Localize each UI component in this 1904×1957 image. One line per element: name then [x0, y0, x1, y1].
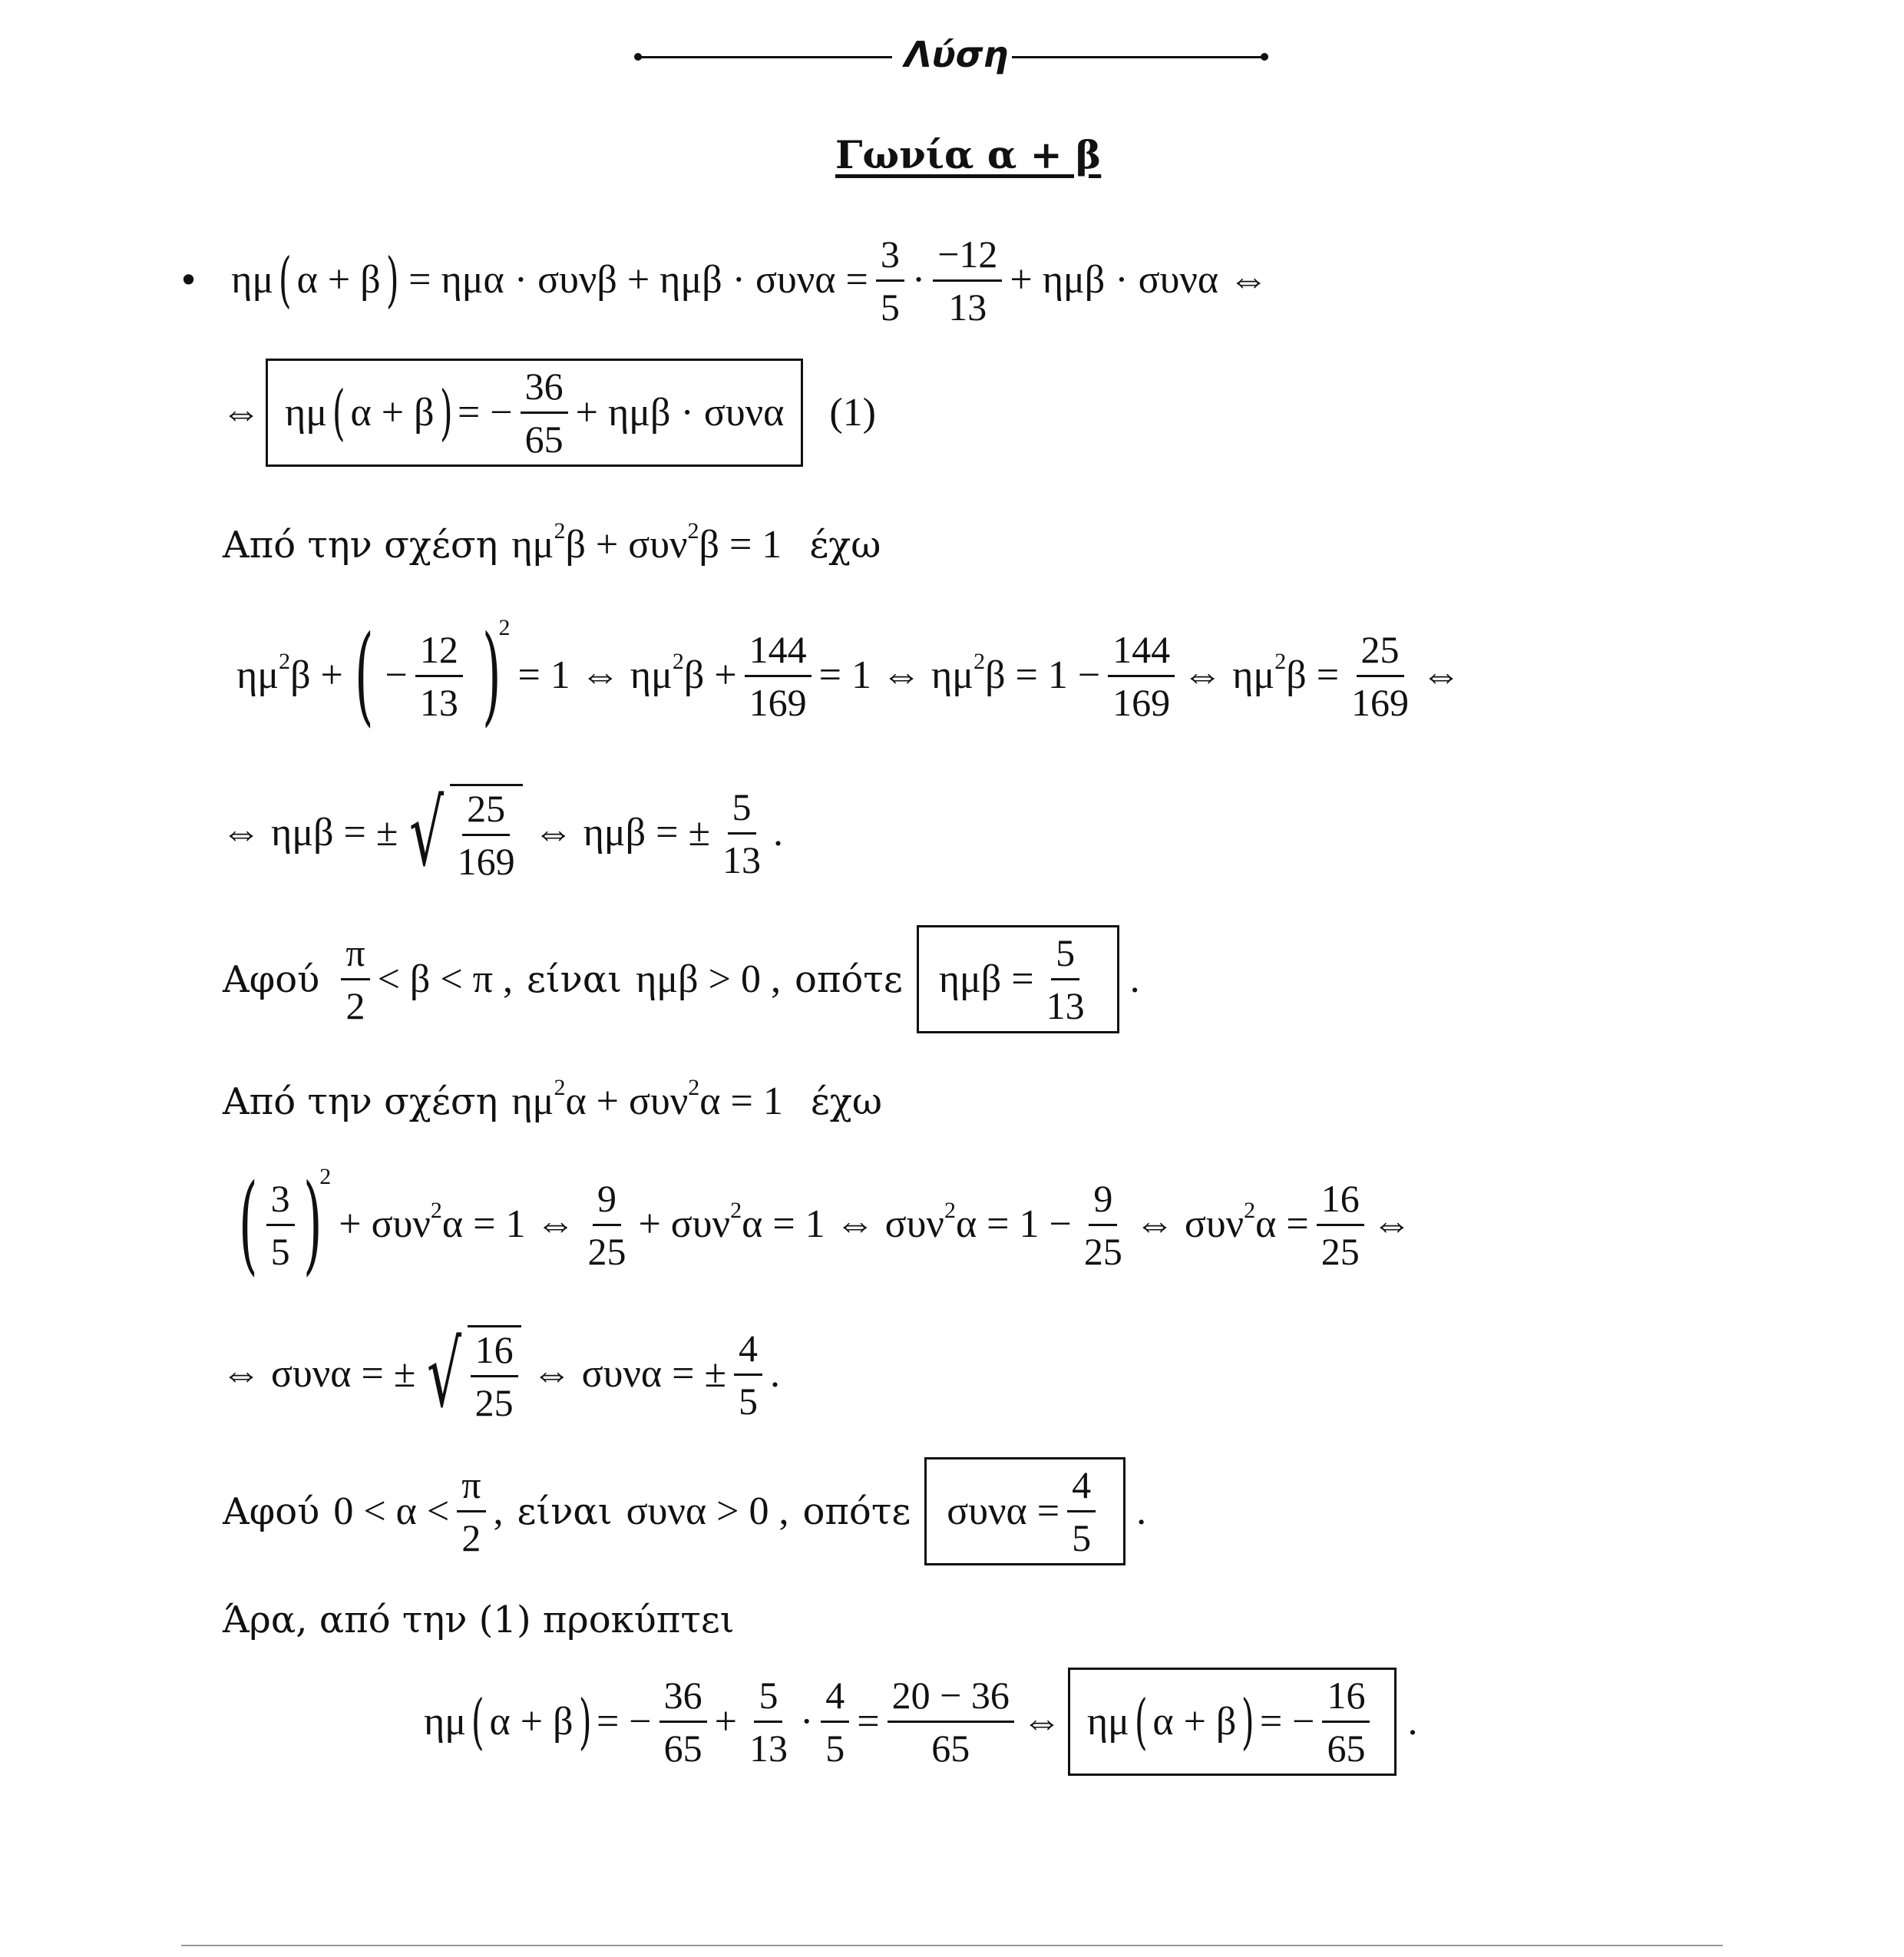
- fraction: [341, 932, 369, 1026]
- dot-operator: ·: [911, 258, 926, 302]
- sin-label: ημ: [231, 258, 274, 302]
- square-root: [415, 1321, 521, 1427]
- square-root: [398, 780, 522, 886]
- paren-open: (: [471, 1687, 484, 1757]
- fraction-numerator: 12: [415, 629, 463, 677]
- fraction: [1067, 1464, 1096, 1559]
- math: β =: [1286, 653, 1340, 697]
- math: ⇔ συνα = ±: [221, 1352, 416, 1396]
- math: β = 1: [699, 523, 782, 567]
- fraction-numerator: 4: [734, 1327, 762, 1376]
- math: ⇔ ημ: [1182, 653, 1275, 697]
- math: β +: [290, 653, 343, 697]
- fraction-numerator: 25: [462, 788, 510, 836]
- fraction: [415, 629, 463, 723]
- period: .: [773, 811, 784, 855]
- math: ⇔: [1371, 1202, 1412, 1246]
- fraction-numerator: π: [341, 932, 369, 980]
- fraction: [1347, 629, 1413, 723]
- math: ημβ =: [938, 957, 1034, 1001]
- radicand: [468, 1325, 521, 1423]
- text: Από την σχέση: [223, 1080, 498, 1123]
- fraction-denominator: 13: [1046, 984, 1085, 1027]
- equation-line-3: [223, 518, 881, 568]
- boxed-result: [924, 1457, 1126, 1565]
- boxed-result: [917, 925, 1119, 1033]
- superscript: 2: [279, 649, 291, 674]
- equation-line-10: [223, 1456, 1146, 1567]
- math: ⇔ ημβ = ±: [533, 811, 711, 855]
- equation-line-6: [223, 924, 1140, 1035]
- text: είναι: [517, 1489, 613, 1533]
- text: έχω: [810, 1080, 882, 1123]
- math: β +: [683, 653, 737, 697]
- angle-sum: α + β: [350, 390, 435, 435]
- fraction-denominator: 13: [749, 1727, 788, 1770]
- fraction-denominator: 25: [1321, 1229, 1360, 1273]
- fraction-numerator: 5: [754, 1674, 782, 1723]
- math: ημ: [236, 653, 279, 697]
- angle-sum: α + β: [1152, 1699, 1237, 1744]
- text: οπότε: [794, 957, 903, 1001]
- math: + συν: [339, 1202, 431, 1246]
- expansion: = ημα · συνβ + ημβ · συνα =: [408, 258, 868, 302]
- superscript: 2: [730, 1198, 742, 1223]
- math: α = 1 −: [955, 1202, 1072, 1246]
- fraction: [1042, 932, 1089, 1026]
- paren-open: (: [279, 246, 292, 315]
- fraction-numerator: 144: [745, 629, 812, 677]
- fraction: [457, 1464, 485, 1559]
- bullet: •: [178, 260, 200, 301]
- math: α =: [1255, 1202, 1309, 1246]
- math: = 1 ⇔ ημ: [818, 653, 974, 697]
- math: = 1 ⇔ ημ: [517, 653, 673, 697]
- fraction-numerator: −12: [933, 233, 1002, 282]
- fraction: [1079, 1178, 1127, 1272]
- math: ημ: [511, 1079, 554, 1123]
- math: α = 1: [699, 1079, 783, 1123]
- radical-sign: √: [409, 780, 445, 886]
- fraction: [821, 1674, 849, 1769]
- sin-label: ημ: [285, 390, 328, 435]
- equation-line-11: [223, 1597, 735, 1643]
- fraction-denominator: 169: [1112, 680, 1171, 724]
- math: 0 < α <: [333, 1489, 450, 1533]
- fraction: [718, 786, 765, 881]
- fraction-numerator: 5: [1051, 932, 1079, 980]
- fraction-numerator: 9: [1089, 1178, 1117, 1226]
- superscript: 2: [688, 1075, 700, 1100]
- superscript: 2: [1274, 649, 1287, 674]
- radicand: [450, 784, 523, 882]
- angle-sum: α + β: [489, 1699, 574, 1744]
- paren-close: ): [1241, 1687, 1254, 1757]
- equation-line-4: [236, 614, 1461, 737]
- fraction: [1322, 1674, 1370, 1769]
- fraction-denominator: 25: [1083, 1229, 1122, 1273]
- equation-line-5: [221, 775, 783, 891]
- fraction-denominator: 5: [270, 1229, 290, 1273]
- equation-line-1: [178, 230, 1268, 330]
- paren-close: ): [385, 246, 399, 315]
- section-subtitle: Γωνία α + β: [835, 132, 1102, 177]
- fraction: [659, 1674, 707, 1769]
- superscript: 2: [498, 615, 511, 640]
- equals-minus: = −: [596, 1699, 652, 1744]
- superscript: 2: [672, 649, 684, 674]
- fraction: [266, 1178, 295, 1272]
- radical-sign: √: [427, 1321, 462, 1427]
- fraction-denominator: 169: [749, 680, 807, 724]
- fraction-numerator: π: [457, 1464, 485, 1512]
- superscript: 2: [554, 518, 566, 544]
- fraction-numerator: 16: [471, 1329, 518, 1377]
- paren-open: (: [1134, 1687, 1148, 1757]
- fraction-denominator: 25: [474, 1381, 514, 1424]
- fraction-denominator: 2: [461, 1516, 481, 1559]
- math: συνα > 0 ,: [626, 1489, 789, 1533]
- fraction-denominator: 13: [419, 680, 458, 724]
- math: β + συν: [565, 523, 688, 567]
- footer-rule: [181, 1945, 1723, 1946]
- fraction-numerator: 4: [821, 1674, 849, 1723]
- header-rule-right: [1012, 56, 1265, 58]
- fraction: [933, 233, 1002, 328]
- fraction-numerator: 5: [728, 786, 756, 835]
- plus-sign: +: [714, 1699, 737, 1744]
- superscript: 2: [554, 1075, 566, 1100]
- period: .: [1407, 1699, 1418, 1744]
- fraction-numerator: 36: [659, 1674, 707, 1723]
- iff-symbol: ⇔: [221, 390, 261, 435]
- fraction-denominator: 13: [722, 838, 762, 881]
- fraction: [471, 1329, 518, 1423]
- paren-open: (: [332, 378, 345, 448]
- math: < β < π ,: [377, 957, 513, 1001]
- period: .: [770, 1352, 781, 1396]
- fraction-numerator: 36: [521, 365, 568, 414]
- fraction-numerator: 20 − 36: [888, 1674, 1014, 1723]
- angle-sum: α + β: [296, 258, 381, 302]
- superscript: 2: [319, 1164, 332, 1189]
- math: α = 1 ⇔ συν: [742, 1202, 944, 1246]
- fraction: [583, 1178, 630, 1272]
- sin-label: ημ: [1086, 1699, 1129, 1744]
- math: ημ: [511, 523, 554, 567]
- fraction-numerator: 9: [593, 1178, 621, 1226]
- fraction-denominator: 65: [663, 1727, 702, 1770]
- boxed-result: [1068, 1668, 1397, 1776]
- paren-close: ): [439, 378, 453, 448]
- math: ,: [493, 1489, 504, 1533]
- fraction-numerator: 4: [1067, 1464, 1096, 1512]
- fraction-denominator: 13: [948, 285, 987, 329]
- text: Από την σχέση: [223, 524, 498, 567]
- expression-rest: + ημβ · συνα ⇔: [1010, 258, 1269, 302]
- sin-label: ημ: [424, 1699, 467, 1744]
- text: Αφού: [223, 957, 320, 1001]
- equation-line-9: [221, 1317, 780, 1432]
- fraction: [876, 233, 904, 328]
- header-dot-left: [634, 53, 642, 61]
- math: α = 1 ⇔: [441, 1202, 576, 1246]
- equation-line-8: [227, 1163, 1412, 1286]
- fraction-denominator: 5: [1072, 1516, 1092, 1559]
- equation-line-12: [424, 1666, 1417, 1777]
- equation-tag: (1): [829, 390, 876, 435]
- header-rule-left: [639, 56, 892, 58]
- fraction-numerator: 3: [876, 233, 904, 282]
- math: συνα =: [947, 1489, 1060, 1533]
- fraction-numerator: 25: [1357, 629, 1404, 677]
- expression-rest: + ημβ · συνα: [575, 390, 785, 435]
- superscript: 2: [687, 518, 699, 544]
- header-title: Λύση: [904, 34, 1009, 75]
- header-dot-right: [1261, 53, 1268, 61]
- fraction-denominator: 65: [524, 418, 564, 461]
- paren-close: ): [481, 613, 501, 738]
- fraction: [1108, 629, 1175, 723]
- fraction-denominator: 65: [931, 1727, 970, 1770]
- fraction: [734, 1327, 762, 1422]
- math: β = 1 −: [985, 653, 1101, 697]
- text: είναι: [526, 957, 623, 1001]
- fraction-numerator: 3: [266, 1178, 295, 1226]
- fraction: [745, 629, 812, 723]
- text: Άρα, από την (1) προκύπτει: [223, 1598, 735, 1641]
- fraction-denominator: 5: [880, 285, 900, 329]
- fraction-numerator: 16: [1317, 1178, 1364, 1226]
- math: + συν: [638, 1202, 731, 1246]
- math: ⇔ συνα = ±: [531, 1352, 727, 1396]
- fraction-denominator: 5: [825, 1727, 845, 1770]
- superscript: 2: [430, 1198, 442, 1223]
- fraction-numerator: 16: [1322, 1674, 1370, 1723]
- paren-close: ): [578, 1687, 592, 1757]
- fraction-numerator: 144: [1108, 629, 1175, 677]
- fraction: [453, 788, 520, 882]
- fraction: [521, 365, 568, 460]
- text: Αφού: [223, 1489, 320, 1533]
- equals-sign: =: [857, 1699, 880, 1744]
- superscript: 2: [1244, 1198, 1256, 1223]
- iff-symbol: ⇔: [1021, 1699, 1062, 1744]
- math: ημβ > 0 ,: [636, 957, 781, 1001]
- boxed-result: [266, 359, 803, 467]
- period: .: [1136, 1489, 1147, 1533]
- fraction-denominator: 2: [345, 984, 365, 1027]
- fraction: [1317, 1178, 1364, 1272]
- paren-open: (: [354, 613, 374, 738]
- paren-close: ): [302, 1162, 322, 1287]
- math: ⇔ συν: [1134, 1202, 1245, 1246]
- equals-minus: = −: [1259, 1699, 1315, 1744]
- dot-operator: ·: [799, 1699, 814, 1744]
- equation-line-7: [223, 1075, 882, 1125]
- fraction-denominator: 65: [1327, 1727, 1366, 1770]
- fraction-denominator: 5: [739, 1379, 759, 1423]
- superscript: 2: [973, 649, 986, 674]
- equals-minus: = −: [457, 390, 513, 435]
- math: ⇔ ημβ = ±: [221, 811, 398, 855]
- fraction-denominator: 169: [457, 840, 515, 883]
- paren-open: (: [239, 1162, 258, 1287]
- period: .: [1129, 957, 1140, 1001]
- text: έχω: [809, 524, 881, 567]
- superscript: 2: [944, 1198, 956, 1223]
- equation-line-2: [221, 357, 876, 468]
- fraction: [745, 1674, 792, 1769]
- fraction-denominator: 25: [587, 1229, 626, 1273]
- fraction: [888, 1674, 1014, 1769]
- math: ⇔: [1421, 653, 1462, 697]
- minus-sign: −: [385, 653, 408, 697]
- text: οπότε: [802, 1489, 911, 1533]
- fraction-denominator: 169: [1351, 680, 1410, 724]
- math: α + συν: [565, 1079, 689, 1123]
